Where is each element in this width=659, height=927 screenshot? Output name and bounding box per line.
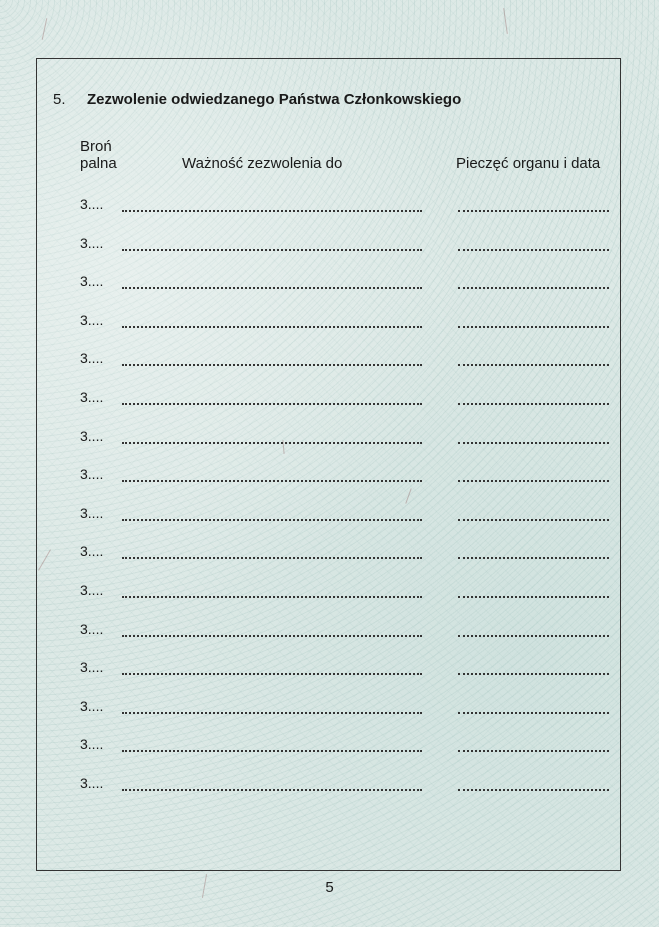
validity-field-line[interactable]: [122, 326, 422, 328]
entry-row: [80, 235, 612, 255]
entry-row: [80, 428, 612, 448]
entry-code: 3....: [80, 466, 104, 482]
validity-field-line[interactable]: [122, 557, 422, 559]
validity-field-line[interactable]: [122, 364, 422, 366]
stamp-field-line[interactable]: [458, 557, 609, 559]
entry-row: [80, 466, 612, 486]
validity-field-line[interactable]: [122, 210, 422, 212]
validity-field-line[interactable]: [122, 635, 422, 637]
entry-code: 3....: [80, 273, 104, 289]
validity-field-line[interactable]: [122, 480, 422, 482]
entry-row: [80, 505, 612, 525]
stamp-field-line[interactable]: [458, 287, 609, 289]
entry-code: 3....: [80, 389, 104, 405]
validity-field-line[interactable]: [122, 519, 422, 521]
column-header-stamp: Pieczęć organu i data: [456, 155, 601, 172]
validity-field-line[interactable]: [122, 249, 422, 251]
entry-row: [80, 698, 612, 718]
paper-fiber: [42, 18, 48, 40]
entry-row: [80, 389, 612, 409]
section-number: 5.: [53, 91, 66, 108]
stamp-field-line[interactable]: [458, 635, 609, 637]
validity-field-line[interactable]: [122, 750, 422, 752]
entry-row: [80, 312, 612, 332]
stamp-field-line[interactable]: [458, 249, 609, 251]
entry-code: 3....: [80, 428, 104, 444]
column-header-validity: Ważność zezwolenia do: [182, 155, 343, 172]
entry-code: 3....: [80, 698, 104, 714]
entry-code: 3....: [80, 196, 104, 212]
entry-row: [80, 273, 612, 293]
validity-field-line[interactable]: [122, 789, 422, 791]
entry-row: [80, 775, 612, 795]
entry-code: 3....: [80, 543, 104, 559]
entry-row: [80, 196, 612, 216]
stamp-field-line[interactable]: [458, 750, 609, 752]
section-heading: [53, 91, 461, 108]
stamp-field-line[interactable]: [458, 712, 609, 714]
entry-code: 3....: [80, 621, 104, 637]
stamp-field-line[interactable]: [458, 210, 609, 212]
page-number: 5: [325, 879, 334, 896]
section-title: Zezwolenie odwiedzanego Państwa Członkowskiego: [87, 91, 462, 108]
entry-row: [80, 350, 612, 370]
validity-field-line[interactable]: [122, 712, 422, 714]
entry-code: 3....: [80, 659, 104, 675]
stamp-field-line[interactable]: [458, 326, 609, 328]
entry-code: 3....: [80, 582, 104, 598]
entry-code: 3....: [80, 505, 104, 521]
entry-code: 3....: [80, 312, 104, 328]
entry-row: [80, 736, 612, 756]
stamp-field-line[interactable]: [458, 403, 609, 405]
entry-row: [80, 659, 612, 679]
entry-row: [80, 621, 612, 641]
validity-field-line[interactable]: [122, 403, 422, 405]
entry-row: [80, 543, 612, 563]
stamp-field-line[interactable]: [458, 673, 609, 675]
stamp-field-line[interactable]: [458, 364, 609, 366]
validity-field-line[interactable]: [122, 673, 422, 675]
stamp-field-line[interactable]: [458, 519, 609, 521]
entry-code: 3....: [80, 775, 104, 791]
stamp-field-line[interactable]: [458, 442, 609, 444]
stamp-field-line[interactable]: [458, 480, 609, 482]
stamp-field-line[interactable]: [458, 789, 609, 791]
entry-code: 3....: [80, 736, 104, 752]
paper-fiber: [503, 8, 508, 34]
validity-field-line[interactable]: [122, 596, 422, 598]
column-header-weapon: Broń palna: [80, 138, 117, 172]
entry-code: 3....: [80, 235, 104, 251]
validity-field-line[interactable]: [122, 287, 422, 289]
stamp-field-line[interactable]: [458, 596, 609, 598]
entry-code: 3....: [80, 350, 104, 366]
validity-field-line[interactable]: [122, 442, 422, 444]
entry-row: [80, 582, 612, 602]
